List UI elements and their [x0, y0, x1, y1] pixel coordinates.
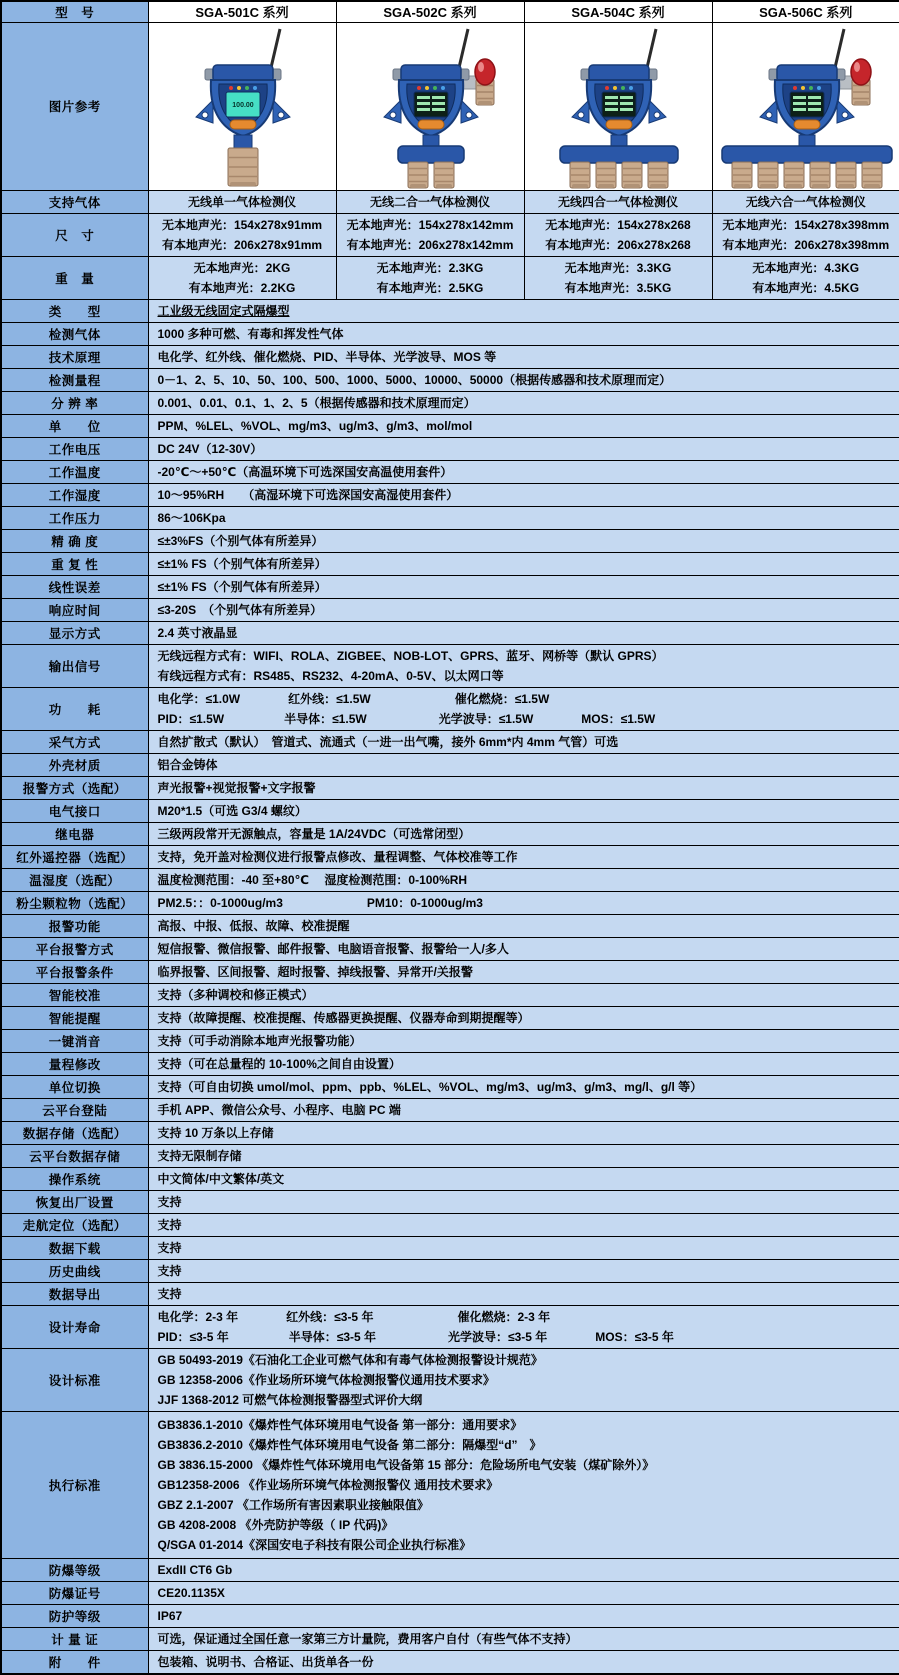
- row-value: [148, 1581, 899, 1604]
- row-value: [148, 391, 899, 414]
- value-line: 支持（可手动消除本地声光报警功能）: [158, 1031, 891, 1051]
- row-label: 云平台数据存储: [1, 1144, 148, 1167]
- value-line: M20*1.5（可选 G3/4 螺纹）: [158, 801, 891, 821]
- value-line: 高报、中报、低报、故障、校准提醒: [158, 916, 891, 936]
- row-value: [148, 437, 899, 460]
- row-value: [148, 1167, 899, 1190]
- value-line: 支持: [158, 1238, 891, 1258]
- row-value: [148, 1098, 899, 1121]
- value-line: 有本地声光：4.5KG: [715, 278, 898, 298]
- value-line: GB3836.1-2010《爆炸性气体环境用电气设备 第一部分：通用要求》: [158, 1415, 891, 1435]
- row-value: [148, 1121, 899, 1144]
- value-line: GB 3836.15-2000 《爆炸性气体环境用电气设备第 15 部分：危险场所电气安装（煤矿除外）》: [158, 1455, 891, 1475]
- model-header-1: SGA-502C 系列: [336, 1, 524, 22]
- row-value: [148, 1305, 899, 1348]
- row-label: 走航定位（选配）: [1, 1213, 148, 1236]
- value-line: 0－1、2、5、10、50、100、500、1000、5000、10000、50000（根据传感器和技术原理而定）: [158, 370, 891, 390]
- row-value: [148, 687, 899, 730]
- value-line: 无本地声光：154x278x268: [527, 215, 710, 235]
- row-label: 执行标准: [1, 1411, 148, 1558]
- row-label: 重 复 性: [1, 552, 148, 575]
- row-value: [148, 256, 336, 299]
- value-line: 声光报警+视觉报警+文字报警: [158, 778, 891, 798]
- value-line: -20℃～+50℃（高温环境下可选深国安高温使用套件）: [158, 462, 891, 482]
- row-value: [148, 552, 899, 575]
- value-line: 无线四合一气体检测仪: [527, 192, 710, 212]
- value-line: 无本地声光：154x278x91mm: [151, 215, 334, 235]
- row-value: [148, 822, 899, 845]
- row-value: [148, 845, 899, 868]
- value-line: GB 4208-2008 《外壳防护等级（ IP 代码)》: [158, 1515, 891, 1535]
- value-line: 无线二合一气体检测仪: [339, 192, 522, 212]
- value-line: 手机 APP、微信公众号、小程序、电脑 PC 端: [158, 1100, 891, 1120]
- value-line: ≤3-20S （个别气体有所差异）: [158, 600, 891, 620]
- row-value: [148, 598, 899, 621]
- value-line: 无本地声光：2KG: [151, 258, 334, 278]
- row-value: [148, 460, 899, 483]
- row-value: [148, 1144, 899, 1167]
- row-value: [148, 1558, 899, 1581]
- row-value: [148, 1236, 899, 1259]
- image-row-label: 图片参考: [1, 22, 148, 190]
- row-label: 精 确 度: [1, 529, 148, 552]
- row-value: [148, 621, 899, 644]
- value-line: 有线远程方式有：RS485、RS232、4-20mA、0-5V、以太网口等: [158, 666, 891, 686]
- row-value: [148, 1259, 899, 1282]
- row-label: 智能校准: [1, 983, 148, 1006]
- row-label: 检测量程: [1, 368, 148, 391]
- alarm-beacon-icon: [837, 59, 871, 105]
- row-value: [148, 1029, 899, 1052]
- row-value: [712, 190, 899, 213]
- value-line: 有本地声光：3.5KG: [527, 278, 710, 298]
- row-label: 数据下载: [1, 1236, 148, 1259]
- row-label: 单 位: [1, 414, 148, 437]
- value-line: 自然扩散式（默认） 管道式、流通式（一进一出气嘴，接外 6mm*内 4mm 气管）可选: [158, 732, 891, 752]
- value-line: 支持: [158, 1284, 891, 1304]
- row-value: [148, 1411, 899, 1558]
- model-header-2: SGA-504C 系列: [524, 1, 712, 22]
- row-label: 智能提醒: [1, 1006, 148, 1029]
- row-label: 响应时间: [1, 598, 148, 621]
- row-value: [148, 1604, 899, 1627]
- row-label: 工作压力: [1, 506, 148, 529]
- row-label: 操作系统: [1, 1167, 148, 1190]
- value-line: CE20.1135X: [158, 1583, 891, 1603]
- row-label: 工作湿度: [1, 483, 148, 506]
- value-line: ≤±1% FS（个别气体有所差异）: [158, 577, 891, 597]
- row-label: 工作电压: [1, 437, 148, 460]
- row-label: 尺 寸: [1, 213, 148, 256]
- value-line: 电化学：≤1.0W 红外线：≤1.5W 催化燃烧：≤1.5W: [158, 689, 891, 709]
- row-value: [336, 256, 524, 299]
- row-value: [148, 506, 899, 529]
- value-line: 1000 多种可燃、有毒和挥发性气体: [158, 324, 891, 344]
- row-label: 重 量: [1, 256, 148, 299]
- row-value: [148, 368, 899, 391]
- value-line: 支持: [158, 1192, 891, 1212]
- row-label: 数据存储（选配）: [1, 1121, 148, 1144]
- value-line: ExdII CT6 Gb: [158, 1560, 891, 1580]
- row-label: 报警功能: [1, 914, 148, 937]
- row-value: [148, 345, 899, 368]
- row-label: 电气接口: [1, 799, 148, 822]
- value-line: GB 12358-2006《作业场所环境气体检测报警仪通用技术要求》: [158, 1370, 891, 1390]
- detector-image-sga-501c: [149, 24, 337, 190]
- row-label: 分 辨 率: [1, 391, 148, 414]
- row-value: [148, 914, 899, 937]
- value-line: 临界报警、区间报警、超时报警、掉线报警、异常开/关报警: [158, 962, 891, 982]
- svg-text:100.00: 100.00: [232, 102, 254, 109]
- value-line: 电化学、红外线、催化燃烧、PID、半导体、光学波导、MOS 等: [158, 347, 891, 367]
- row-label: 外壳材质: [1, 753, 148, 776]
- row-value: [148, 644, 899, 687]
- model-header-3: SGA-506C 系列: [712, 1, 899, 22]
- value-line: 0.001、0.01、0.1、1、2、5（根据传感器和技术原理而定）: [158, 393, 891, 413]
- value-line: 支持（多种调校和修正模式）: [158, 985, 891, 1005]
- value-line: ≤±1% FS（个别气体有所差异）: [158, 554, 891, 574]
- row-label: 数据导出: [1, 1282, 148, 1305]
- model-header-0: SGA-501C 系列: [148, 1, 336, 22]
- value-line: 中文简体/中文繁体/英文: [158, 1169, 891, 1189]
- value-line: GB 50493-2019《石油化工企业可燃气体和有毒气体检测报警设计规范》: [158, 1350, 891, 1370]
- row-value: [148, 1348, 899, 1411]
- row-label: 显示方式: [1, 621, 148, 644]
- value-line: ≤±3%FS（个别气体有所差异）: [158, 531, 891, 551]
- row-value: [148, 1282, 899, 1305]
- value-line: 无线六合一气体检测仪: [715, 192, 898, 212]
- row-label: 平台报警条件: [1, 960, 148, 983]
- row-label: 防护等级: [1, 1604, 148, 1627]
- row-label: 一键消音: [1, 1029, 148, 1052]
- row-value: [148, 1213, 899, 1236]
- row-value: [148, 937, 899, 960]
- row-label: 防爆证号: [1, 1581, 148, 1604]
- value-line: 无线远程方式有：WIFI、ROLA、ZIGBEE、NOB-LOT、GPRS、蓝牙、网桥等（默认 GPRS）: [158, 646, 891, 666]
- row-value: [148, 1627, 899, 1650]
- value-line: 可选，保证通过全国任意一家第三方计量院，费用客户自付（有些气体不支持）: [158, 1629, 891, 1649]
- row-value: [524, 256, 712, 299]
- value-line: 有本地声光：2.2KG: [151, 278, 334, 298]
- row-value: [148, 799, 899, 822]
- value-line: Q/SGA 01-2014《深国安电子科技有限公司企业执行标准》: [158, 1535, 891, 1555]
- row-value: [148, 730, 899, 753]
- header-model-label: 型 号: [1, 1, 148, 22]
- detector-image-sga-504c: [525, 24, 713, 190]
- value-line: JJF 1368-2012 可燃气体检测报警器型式评价大纲: [158, 1390, 891, 1410]
- value-line: 支持（故障提醒、校准提醒、传感器更换提醒、仪器寿命到期提醒等）: [158, 1008, 891, 1028]
- value-line: 无本地声光：154x278x398mm: [715, 215, 898, 235]
- value-line: 铝合金铸体: [158, 755, 891, 775]
- row-value: [148, 1052, 899, 1075]
- row-label: 设计标准: [1, 1348, 148, 1411]
- row-label: 粉尘颗粒物（选配）: [1, 891, 148, 914]
- value-line: GBZ 2.1-2007 《工作场所有害因素职业接触限值》: [158, 1495, 891, 1515]
- row-value: [336, 213, 524, 256]
- row-value: [148, 190, 336, 213]
- row-label: 计 量 证: [1, 1627, 148, 1650]
- value-line: 有本地声光：206x278x142mm: [339, 235, 522, 255]
- row-value: [148, 483, 899, 506]
- row-label: 类 型: [1, 299, 148, 322]
- detector-image-sga-502c: [337, 24, 525, 190]
- product-image-cell-2: [524, 22, 712, 190]
- value-line: 三级两段常开无源触点，容量是 1A/24VDC（可选常闭型）: [158, 824, 891, 844]
- row-value: [148, 1190, 899, 1213]
- value-line: 支持 10 万条以上存储: [158, 1123, 891, 1143]
- value-line: 有本地声光：206x278x91mm: [151, 235, 334, 255]
- value-line: 短信报警、微信报警、邮件报警、电脑语音报警、报警给一人/多人: [158, 939, 891, 959]
- value-line: 工业级无线固定式隔爆型: [158, 301, 891, 321]
- row-value: [336, 190, 524, 213]
- value-line: 支持（可在总量程的 10-100%之间自由设置）: [158, 1054, 891, 1074]
- row-value: [524, 213, 712, 256]
- value-line: PPM、%LEL、%VOL、mg/m3、ug/m3、g/m3、mol/mol: [158, 416, 891, 436]
- value-line: PM2.5：：0-1000ug/m3 PM10：0-1000ug/m3: [158, 893, 891, 913]
- value-line: 有本地声光：2.5KG: [339, 278, 522, 298]
- row-label: 采气方式: [1, 730, 148, 753]
- row-label: 检测气体: [1, 322, 148, 345]
- value-line: 无本地声光：3.3KG: [527, 258, 710, 278]
- product-image-cell-1: [336, 22, 524, 190]
- row-label: 报警方式（选配）: [1, 776, 148, 799]
- value-line: 支持: [158, 1215, 891, 1235]
- value-line: 无本地声光：154x278x142mm: [339, 215, 522, 235]
- alarm-beacon-icon: [461, 59, 495, 105]
- value-line: 86～106Kpa: [158, 508, 891, 528]
- row-label: 历史曲线: [1, 1259, 148, 1282]
- value-line: GB3836.2-2010《爆炸性气体环境用电气设备 第二部分：隔爆型“d” 》: [158, 1435, 891, 1455]
- row-value: [148, 868, 899, 891]
- value-line: PID：≤1.5W 半导体：≤1.5W 光学波导：≤1.5W MOS：≤1.5W: [158, 709, 891, 729]
- value-line: IP67: [158, 1606, 891, 1626]
- row-label: 技术原理: [1, 345, 148, 368]
- row-value: [148, 299, 899, 322]
- row-label: 工作温度: [1, 460, 148, 483]
- value-line: 10～95%RH （高湿环境下可选深国安高湿使用套件）: [158, 485, 891, 505]
- row-value: [712, 256, 899, 299]
- value-line: 电化学：2-3 年 红外线：≤3-5 年 催化燃烧：2-3 年: [158, 1307, 891, 1327]
- row-value: [148, 1006, 899, 1029]
- value-line: DC 24V（12-30V）: [158, 439, 891, 459]
- row-value: [148, 414, 899, 437]
- row-label: 功 耗: [1, 687, 148, 730]
- value-line: 支持无限制存储: [158, 1146, 891, 1166]
- row-label: 温湿度（选配）: [1, 868, 148, 891]
- value-line: 2.4 英寸液晶显: [158, 623, 891, 643]
- value-line: PID：≤3-5 年 半导体：≤3-5 年 光学波导：≤3-5 年 MOS：≤3-5 年: [158, 1327, 891, 1347]
- detector-image-sga-506c: [713, 24, 899, 190]
- row-value: [524, 190, 712, 213]
- row-value: [148, 529, 899, 552]
- value-line: 支持: [158, 1261, 891, 1281]
- value-line: 无线单一气体检测仪: [151, 192, 334, 212]
- row-label: 防爆等级: [1, 1558, 148, 1581]
- row-value: [148, 960, 899, 983]
- row-value: [148, 983, 899, 1006]
- value-line: 包装箱、说明书、合格证、出货单各一份: [158, 1652, 891, 1672]
- value-line: 有本地声光：206x278x268: [527, 235, 710, 255]
- value-line: 无本地声光：2.3KG: [339, 258, 522, 278]
- row-value: [148, 213, 336, 256]
- row-value: [148, 1650, 899, 1674]
- row-value: [148, 776, 899, 799]
- row-value: [148, 1075, 899, 1098]
- row-label: 单位切换: [1, 1075, 148, 1098]
- row-value: [148, 891, 899, 914]
- value-line: 温度检测范围：-40 至+80℃ 湿度检测范围：0-100%RH: [158, 870, 891, 890]
- value-line: GB12358-2006 《作业场所环境气体检测报警仪 通用技术要求》: [158, 1475, 891, 1495]
- row-value: [148, 753, 899, 776]
- value-line: 支持（可自由切换 umol/mol、ppm、ppb、%LEL、%VOL、mg/m3、ug/m3、g/m3、mg/l、g/l 等）: [158, 1077, 891, 1097]
- row-value: [148, 322, 899, 345]
- row-label: 红外遥控器（选配）: [1, 845, 148, 868]
- value-line: 无本地声光：4.3KG: [715, 258, 898, 278]
- product-image-cell-0: [148, 22, 336, 190]
- row-label: 支持气体: [1, 190, 148, 213]
- row-label: 设计寿命: [1, 1305, 148, 1348]
- row-value: [148, 575, 899, 598]
- row-label: 量程修改: [1, 1052, 148, 1075]
- value-line: 支持，免开盖对检测仪进行报警点修改、量程调整、气体校准等工作: [158, 847, 891, 867]
- row-value: [712, 213, 899, 256]
- row-label: 继电器: [1, 822, 148, 845]
- row-label: 附 件: [1, 1650, 148, 1674]
- row-label: 云平台登陆: [1, 1098, 148, 1121]
- row-label: 平台报警方式: [1, 937, 148, 960]
- row-label: 线性误差: [1, 575, 148, 598]
- product-image-cell-3: [712, 22, 899, 190]
- value-line: 有本地声光：206x278x398mm: [715, 235, 898, 255]
- row-label: 恢复出厂设置: [1, 1190, 148, 1213]
- row-label: 输出信号: [1, 644, 148, 687]
